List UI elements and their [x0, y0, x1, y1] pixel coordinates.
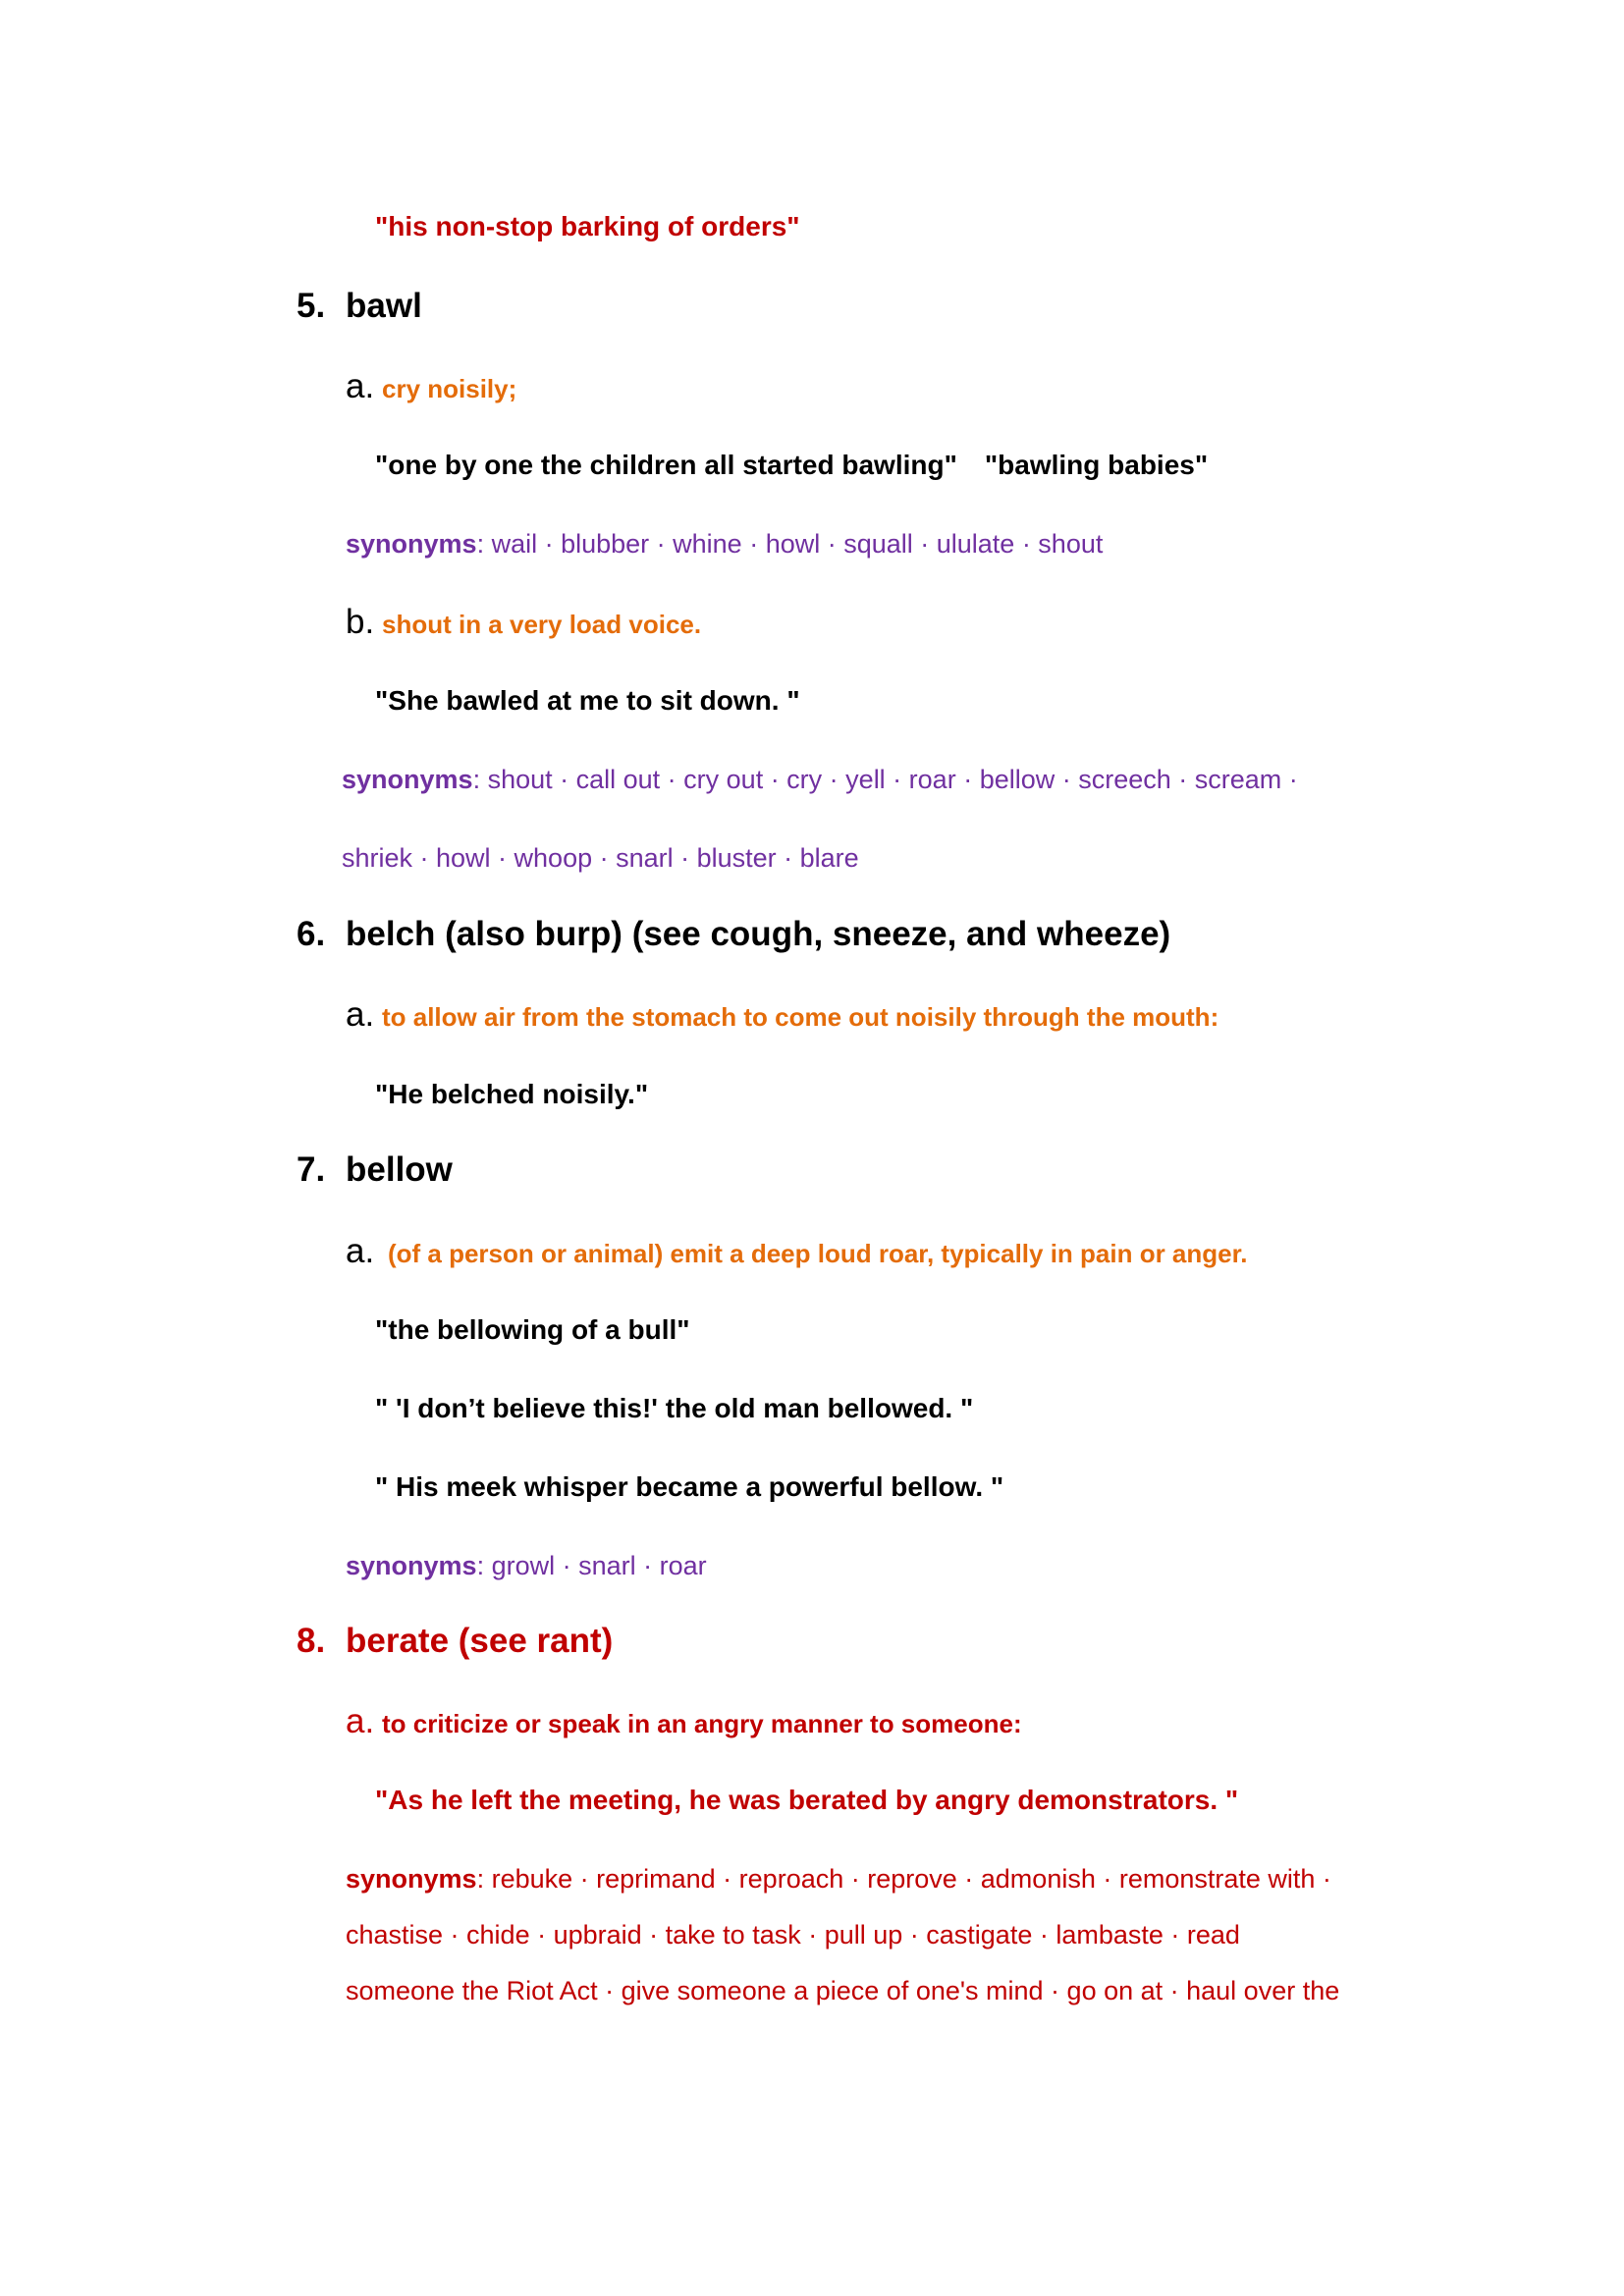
- synonyms-sep: :: [472, 765, 481, 794]
- example-quote: "He belched noisily.": [375, 1079, 649, 1109]
- sense-a: [346, 1232, 1248, 1271]
- synonyms-line: [346, 529, 1103, 560]
- synonyms-list: wail · blubber · whine · howl · squall · ululate · shout: [484, 529, 1104, 559]
- synonyms-list: rebuke · reprimand · reproach · reprove · admonish · remonstrate with ·: [484, 1864, 1331, 1894]
- sense-a: [346, 1702, 1022, 1741]
- sense-letter: b.: [346, 603, 375, 641]
- entry-number: 5.: [297, 287, 326, 325]
- synonyms-list: shout · call out · cry out · cry · yell · roar · bellow · screech · scream ·: [480, 765, 1298, 794]
- sense-definition: (of a person or animal) emit a deep loud roar, typically in pain or anger.: [387, 1239, 1248, 1268]
- synonyms-sep: :: [476, 1864, 485, 1894]
- synonyms-list-continued: someone the Riot Act · give someone a piece of one's mind · go on at · haul over the: [346, 1976, 1340, 2005]
- example-quote: "As he left the meeting, he was berated by angry demonstrators. ": [375, 1785, 1239, 1815]
- example-quote: " 'I don’t believe this!' the old man bellowed. ": [375, 1393, 974, 1423]
- entry-word: bawl: [346, 287, 422, 325]
- example-quote: "She bawled at me to sit down. ": [375, 685, 800, 716]
- synonyms-list-continued: chastise · chide · upbraid · take to task · pull up · castigate · lambaste · read: [346, 1920, 1240, 1949]
- synonyms-label: synonyms: [342, 765, 473, 794]
- example-quote-2: "bawling babies": [984, 450, 1209, 480]
- entry-word: berate (see rant): [346, 1622, 614, 1660]
- synonyms-line: [346, 1551, 707, 1581]
- entry-number: 6.: [297, 915, 326, 953]
- sense-a: [346, 367, 516, 406]
- synonyms-label: synonyms: [346, 529, 477, 559]
- entry-heading-bellow: [297, 1150, 453, 1190]
- entry-heading-bawl: [297, 287, 422, 326]
- sense-letter: a.: [346, 1702, 375, 1740]
- synonyms-line: [346, 1864, 1331, 1895]
- entry-heading-berate: [297, 1622, 613, 1661]
- synonyms-sep: :: [476, 1551, 485, 1580]
- sense-definition: to criticize or speak in an angry manner to someone:: [381, 1709, 1022, 1738]
- synonyms-label: synonyms: [346, 1864, 477, 1894]
- entry-number: 7.: [297, 1150, 326, 1189]
- sense-letter: a.: [346, 995, 375, 1034]
- example-quote: "the bellowing of a bull": [375, 1314, 690, 1345]
- entry-word: belch (also burp) (see cough, sneeze, and wheeze): [346, 915, 1171, 953]
- sense-letter: a.: [346, 367, 375, 405]
- sense-definition: shout in a very load voice.: [381, 610, 702, 639]
- entry-word: bellow: [346, 1150, 453, 1189]
- example-quote-1: "one by one the children all started bawling": [375, 450, 957, 480]
- example-quote: "his non-stop barking of orders": [375, 211, 800, 241]
- sense-a: [346, 995, 1218, 1035]
- synonyms-line: [342, 765, 1298, 795]
- synonyms-list-continued: shriek · howl · whoop · snarl · bluster · blare: [342, 843, 859, 873]
- sense-definition: to allow air from the stomach to come out noisily through the mouth:: [381, 1002, 1219, 1032]
- example-quote: " His meek whisper became a powerful bellow. ": [375, 1471, 1004, 1502]
- example-quote: [375, 450, 1208, 481]
- sense-b: [346, 603, 701, 642]
- entry-number: 8.: [297, 1622, 326, 1660]
- synonyms-sep: :: [476, 529, 485, 559]
- synonyms-list: growl · snarl · roar: [484, 1551, 707, 1580]
- synonyms-label: synonyms: [346, 1551, 477, 1580]
- sense-letter: a.: [346, 1232, 375, 1270]
- sense-definition: cry noisily;: [381, 374, 517, 403]
- entry-heading-belch: [297, 915, 1170, 954]
